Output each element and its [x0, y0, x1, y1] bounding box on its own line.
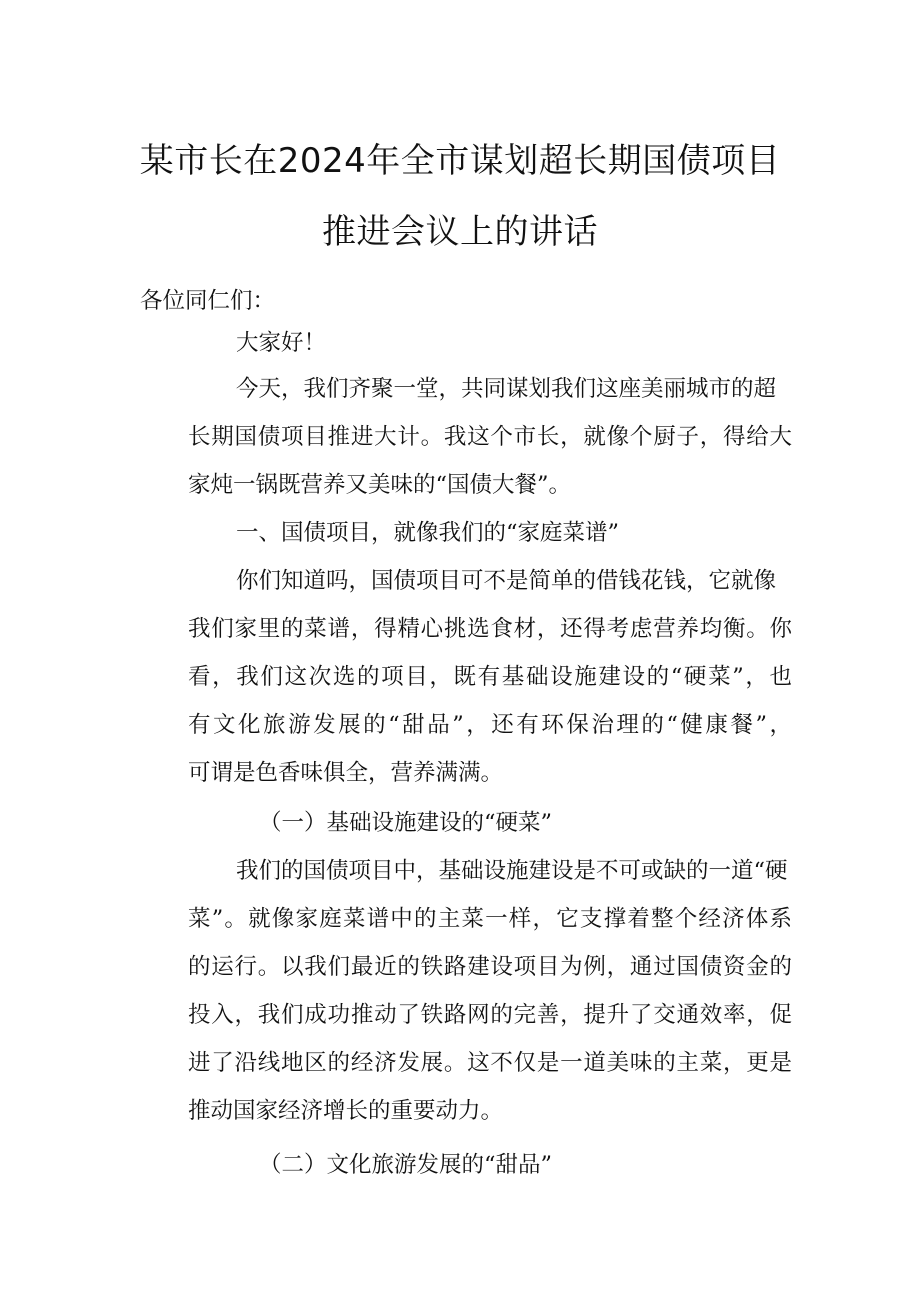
paragraph-line: 我们家里的菜谱，得精心挑选食材，还得考虑营养均衡。你	[188, 616, 792, 642]
subsection-heading: （二）文化旅游发展的“甜品”	[259, 1152, 553, 1178]
paragraph-line: 菜”。就像家庭菜谱中的主菜一样，它支撑着整个经济体系	[188, 906, 792, 932]
paragraph-line: 你们知道吗，国债项目可不是简单的借钱花钱，它就像	[236, 568, 777, 594]
document-title-line-1: 某市长在2024年全市谋划超长期国债项目	[139, 141, 781, 181]
paragraph-line: 我们的国债项目中，基础设施建设是不可或缺的一道“硬	[236, 858, 788, 884]
paragraph-line: 今天，我们齐聚一堂，共同谋划我们这座美丽城市的超	[236, 376, 777, 402]
section-heading: 一、国债项目，就像我们的“家庭菜谱”	[236, 520, 620, 546]
paragraph-line: 进了沿线地区的经济发展。这不仅是一道美味的主菜，更是	[188, 1050, 792, 1076]
paragraph-line: 长期国债项目推进大计。我这个市长，就像个厨子，得给大	[188, 424, 792, 450]
paragraph-line: 的运行。以我们最近的铁路建设项目为例，通过国债资金的	[188, 954, 792, 980]
paragraph-line: 推动国家经济增长的重要动力。	[188, 1098, 504, 1124]
salutation: 各位同仁们：	[140, 288, 276, 314]
paragraph-line: 可谓是色香味俱全，营养满满。	[188, 760, 504, 786]
document-title-line-2: 推进会议上的讲话	[322, 212, 598, 252]
paragraph-line: 家炖一锅既营养又美味的“国债大餐”。	[188, 472, 572, 498]
paragraph-line: 看，我们这次选的项目，既有基础设施建设的“硬菜”，也	[188, 664, 792, 690]
paragraph-line: 有文化旅游发展的“甜品”，还有环保治理的“健康餐”，	[188, 712, 792, 738]
subsection-heading: （一）基础设施建设的“硬菜”	[259, 810, 553, 836]
paragraph-line: 投入，我们成功推动了铁路网的完善，提升了交通效率，促	[188, 1002, 792, 1028]
greeting: 大家好！	[236, 330, 327, 356]
